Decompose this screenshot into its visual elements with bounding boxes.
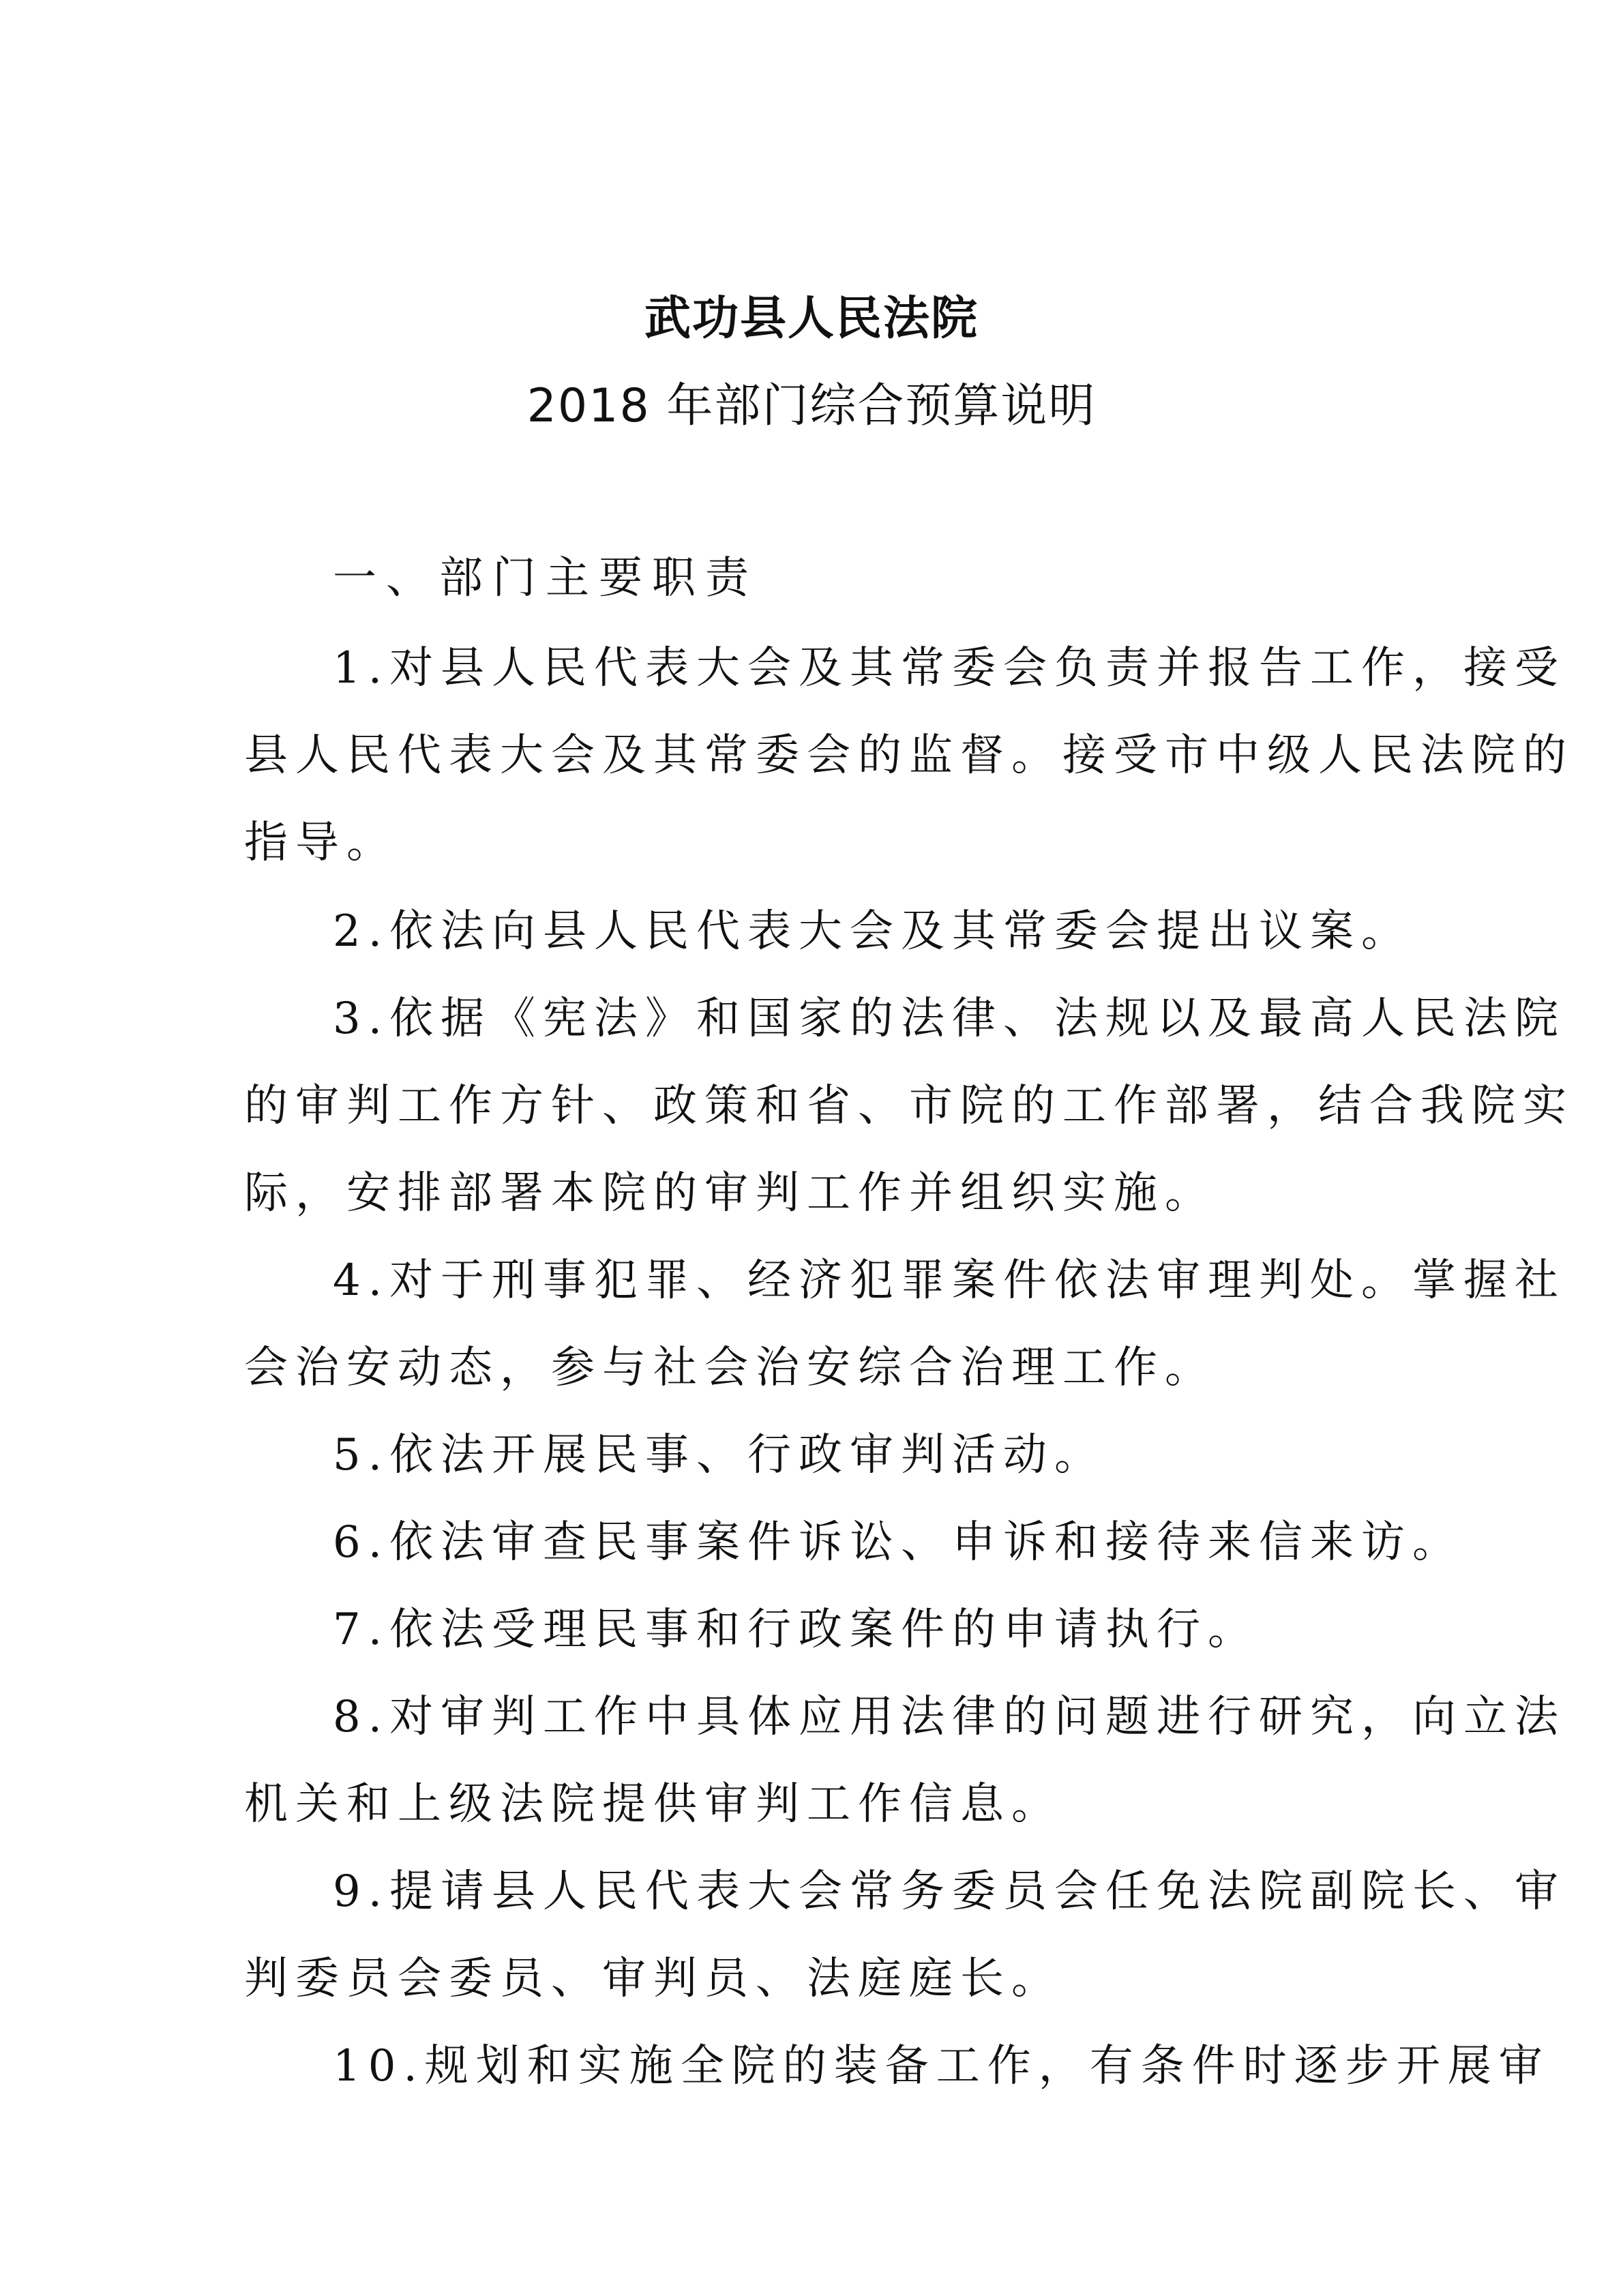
body-text-line: 7.依法受理民事和行政案件的申请执行。 — [333, 1605, 1260, 1655]
body-text-line: 9.提请县人民代表大会常务委员会任免法院副院长、审 — [333, 1866, 1566, 1917]
body-text-line: 指导。 — [244, 818, 398, 868]
body-text-line: 6.依法审查民事案件诉讼、申诉和接待来信来访。 — [333, 1517, 1464, 1568]
document-title: 武功县人民法院 — [644, 292, 979, 346]
body-text-line: 8.对审判工作中具体应用法律的问题进行研究，向立法 — [333, 1692, 1566, 1742]
body-text-line: 判委员会委员、审判员、法庭庭长。 — [244, 1954, 1062, 2004]
body-text-line: 4.对于刑事犯罪、经济犯罪案件依法审理判处。掌握社 — [333, 1255, 1566, 1306]
body-text-line: 的审判工作方针、政策和省、市院的工作部署，结合我院实 — [244, 1081, 1574, 1131]
body-text-line: 际，安排部署本院的审判工作并组织实施。 — [244, 1168, 1216, 1219]
document-subtitle: 2018 年部门综合预算说明 — [526, 379, 1097, 433]
body-text-line: 5.依法开展民事、行政审判活动。 — [333, 1430, 1106, 1480]
body-text-line: 会治安动态，参与社会治安综合治理工作。 — [244, 1343, 1216, 1393]
body-text-line: 1.对县人民代表大会及其常委会负责并报告工作，接受 — [333, 643, 1566, 694]
body-text-line: 机关和上级法院提供审判工作信息。 — [244, 1779, 1062, 1830]
body-text-line: 3.依据《宪法》和国家的法律、法规以及最高人民法院 — [333, 994, 1566, 1044]
body-text-line: 10.规划和实施全院的装备工作，有条件时逐步开展审 — [333, 2041, 1550, 2091]
body-text-line: 2.依法向县人民代表大会及其常委会提出议案。 — [333, 906, 1413, 957]
section-heading: 一、部门主要职责 — [333, 553, 758, 603]
body-text-line: 县人民代表大会及其常委会的监督。接受市中级人民法院的 — [244, 730, 1574, 781]
